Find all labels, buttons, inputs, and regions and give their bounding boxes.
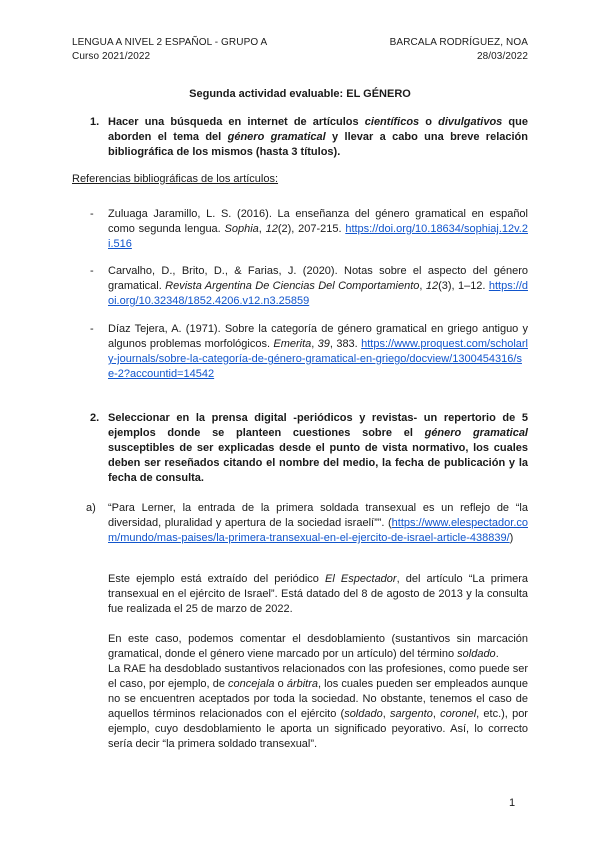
task2-text-1: Seleccionar en la prensa digital -periódicos y revistas- un repertorio de 5 ejemplos donde se planteen cuestiones sobre el (108, 412, 528, 439)
task2-emph-1: género gramatical (424, 427, 528, 439)
reference-3-authors-title: Díaz Tejera, A. (1971). Sobre la categoría de género gramatical en griego antiguo y algunos problemas morfológicos. (108, 323, 528, 350)
references-heading: Referencias bibliográficas de los artículos: (72, 173, 279, 185)
reference-1-journal: Sophia (224, 223, 259, 235)
reference-3 (108, 322, 528, 382)
reference-2-authors-title: Carvalho, D., Brito, D., & Farias, J. (2020). Notas sobre el aspecto del género gramatical. (108, 265, 528, 292)
reference-1-volume: 12 (265, 223, 278, 235)
header-author: BARCALA RODRÍGUEZ, NOA (389, 37, 528, 48)
example-a-newspaper-name: El Espectador (325, 573, 397, 585)
example-a-source-text-2: , del artículo “La primera transexual en el ejército de Israel”. Está datado del 8 de agosto de 2013 y la consulta fue realizada el 25 de marzo de 2022. (108, 573, 529, 615)
example-a-source-paragraph (108, 572, 528, 617)
task2-number: 2. (90, 412, 100, 424)
reference-3-journal: Emerita (273, 338, 312, 350)
task1-emph-3: género gramatical (227, 131, 326, 143)
example-a-source-link[interactable]: https://www.elespectador.com/mundo/mas-paises/la-primera-transexual-en-el-ejercito-de-israel-article-438839/ (108, 517, 528, 544)
reference-2-journal: Revista Argentina De Ciencias Del Comportamiento (165, 280, 420, 292)
reference-3-pages: , 383. (329, 338, 362, 350)
example-a-analysis-paragraph (108, 662, 528, 752)
example-a-analysis-text-2: o (274, 678, 287, 690)
reference-2-separator: , (419, 280, 426, 292)
reference-3-volume: 39 (317, 338, 330, 350)
reference-3-bullet: - (90, 323, 94, 335)
example-a-open-paren: ( (387, 517, 392, 529)
reference-1-pages: (2), 207-215. (277, 223, 346, 235)
reference-2 (108, 264, 528, 309)
task1-text-4: y llevar a cabo una breve relación bibliográfica de los mismos (hasta 3 títulos). (108, 131, 528, 158)
header-date: 28/03/2022 (476, 51, 528, 62)
example-a-analysis-emph-3: soldado (344, 708, 383, 720)
example-a-analysis-text-3: , los cuales pueden ser empleados aunque no se encuentren aceptados por toda la sociedad. No obstante, tenemos el caso de aquellos términos relacionados con el ejército ( (108, 678, 528, 720)
example-a-quote (108, 501, 528, 546)
example-a-analysis-text-1: La RAE ha desdoblado sustantivos relacionados con las profesiones, como puede ser el caso, por ejemplo, de (108, 663, 528, 690)
example-a-comment-text-1: En este caso, podemos comentar el desdoblamiento (sustantivos sin marcación gramatical, donde el género viene marcado por un artículo) del término (108, 633, 528, 660)
reference-1-doi-link[interactable]: https://doi.org/10.18634/sophiaj.12v.2i.516 (108, 223, 528, 250)
example-a-analysis-text-5: , (432, 708, 441, 720)
task1-text-2: o (419, 116, 439, 128)
example-a-comment-paragraph (108, 632, 528, 662)
task1-statement (108, 115, 528, 160)
reference-1 (108, 207, 528, 252)
task1-emph-2: divulgativos (438, 116, 503, 128)
reference-1-authors-title: Zuluaga Jaramillo, L. S. (2016). La enseñanza del género gramatical en español como segunda lengua. (108, 208, 528, 235)
reference-2-volume: 12 (425, 280, 439, 292)
reference-3-url-link[interactable]: https://www.proquest.com/scholarly-journals/sobre-la-categoría-de-género-gramatical-en-griego/docview/1300454316/se-2?accountid=14542 (108, 338, 528, 380)
example-a-analysis-emph-1: concejala (228, 678, 275, 690)
example-a-analysis-emph-5: coronel (440, 708, 477, 720)
task1-number: 1. (90, 116, 100, 128)
page-title: Segunda actividad evaluable: EL GÉNERO (189, 88, 411, 100)
example-a-analysis-emph-2: árbitra (286, 678, 319, 690)
example-a-analysis-emph-4: sargento (390, 708, 433, 720)
example-a-marker: a) (86, 502, 96, 514)
example-a-close-paren: ) (509, 532, 514, 544)
example-a-analysis-text-6: , etc.), por ejemplo, cuyo desdoblamiento le aporta un significado peyorativo. Así, lo correcto sería decir “la primera soldado transexual”. (108, 708, 528, 750)
header-academic-year: Curso 2021/2022 (72, 51, 151, 62)
reference-2-bullet: - (90, 265, 94, 277)
task2-text-2: susceptibles de ser explicadas desde el punto de vista normativo, los cuales deben ser reseñados citando el nombre del medio, la fecha de publicación y la fecha de consulta. (108, 442, 528, 484)
reference-3-separator: , (311, 338, 318, 350)
example-a-source-text-1: Este ejemplo está extraído del periódico (108, 573, 326, 585)
reference-2-doi-link[interactable]: https://doi.org/10.32348/1852.4206.v12.n3.25859 (108, 280, 528, 307)
example-a-term: soldado (457, 648, 496, 660)
header-course-group: LENGUA A NIVEL 2 ESPAÑOL - GRUPO A (72, 37, 268, 48)
example-a-comment-text-2: . (495, 648, 499, 660)
reference-1-bullet: - (90, 208, 94, 220)
task1-text-3: que aborden el tema del (108, 116, 528, 143)
reference-2-pages: (3), 1–12. (438, 280, 489, 292)
example-a-quote-text: “Para Lerner, la entrada de la primera soldada transexual es un reflejo de “la diversidad, pluralidad y apertura de la sociedad israelí””. (108, 502, 528, 529)
header-left (72, 36, 267, 64)
task1-text-1: Hacer una búsqueda en internet de artículos (108, 116, 365, 128)
page-number: 1 (509, 797, 516, 809)
task2-statement (108, 411, 528, 486)
header-right (390, 36, 528, 64)
task1-emph-1: científicos (364, 116, 420, 128)
example-a-analysis-text-4: , (382, 708, 390, 720)
reference-1-separator: , (258, 223, 266, 235)
